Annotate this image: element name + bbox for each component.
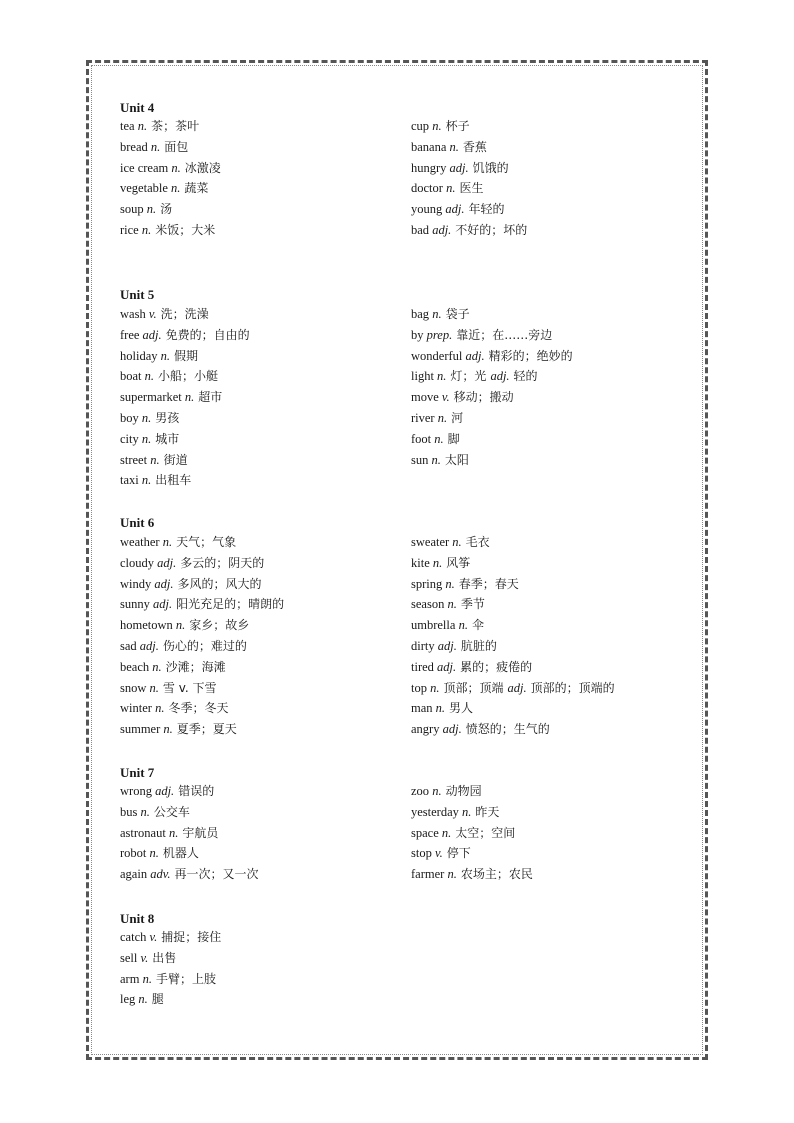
entry-pos: n. bbox=[163, 722, 173, 737]
vocab-entry bbox=[411, 700, 473, 716]
entry-pos: n. bbox=[150, 139, 161, 154]
vocab-entry bbox=[120, 576, 262, 592]
entry-word: ice cream bbox=[120, 160, 169, 175]
vocab-entry bbox=[411, 306, 470, 322]
entry-word: foot bbox=[411, 431, 432, 446]
entry-meaning: 顶部；顶端 bbox=[443, 680, 504, 695]
entry-word: soup bbox=[120, 202, 144, 217]
unit-title: Unit 4 bbox=[120, 100, 155, 115]
vocab-entry bbox=[120, 721, 237, 737]
entry-meaning: 男孩 bbox=[155, 411, 180, 425]
entry-pos: adj. bbox=[432, 223, 452, 237]
entry-word: catch bbox=[120, 930, 147, 944]
entry-pos: n. bbox=[144, 369, 155, 384]
vocab-entry bbox=[120, 534, 236, 550]
entry-pos: n. bbox=[445, 576, 455, 591]
vocab-entry bbox=[120, 638, 247, 654]
entry-meaning: 小船；小艇 bbox=[158, 369, 219, 384]
entry-pos: adj. bbox=[445, 202, 465, 217]
entry-pos: n. bbox=[140, 804, 150, 819]
entry-meaning: 脚 bbox=[447, 431, 460, 446]
vocab-entry bbox=[411, 845, 471, 861]
entry-word: robot bbox=[120, 846, 147, 861]
vocab-entry bbox=[411, 617, 484, 633]
entry-meaning: 机器人 bbox=[162, 846, 199, 861]
entry-meaning-secondary: 顶部的；顶端的 bbox=[530, 680, 615, 695]
entry-pos: n. bbox=[138, 992, 148, 1007]
entry-pos: n. bbox=[447, 597, 457, 612]
vocab-entry bbox=[411, 555, 470, 571]
entry-pos: n. bbox=[141, 411, 152, 425]
vocab-entry bbox=[120, 991, 164, 1007]
entry-word: tea bbox=[120, 119, 135, 133]
entry-word: holiday bbox=[120, 348, 158, 363]
entry-meaning: 出租车 bbox=[155, 473, 192, 488]
entry-meaning: 阳光充足的；晴朗的 bbox=[176, 597, 285, 612]
entry-meaning: 茶；茶叶 bbox=[151, 119, 200, 133]
entry-word: vegetable bbox=[120, 181, 168, 196]
entry-meaning: 冬季；冬天 bbox=[168, 701, 229, 716]
vocab-entry bbox=[120, 804, 190, 820]
vocab-entry bbox=[411, 389, 514, 405]
vocab-entry bbox=[120, 222, 215, 238]
entry-word: move bbox=[411, 390, 439, 405]
entry-meaning: 米饭；大米 bbox=[155, 223, 216, 237]
entry-meaning: 袋子 bbox=[445, 307, 470, 321]
entry-meaning: 太空；空间 bbox=[455, 825, 516, 840]
vocab-entry bbox=[120, 825, 218, 841]
entry-meaning: 香蕉 bbox=[462, 139, 487, 154]
vocab-entry bbox=[411, 180, 483, 196]
entry-meaning: 冰激凌 bbox=[184, 160, 221, 175]
vocab-entry bbox=[411, 783, 482, 799]
entry-pos: n. bbox=[437, 411, 448, 425]
entry-word: city bbox=[120, 431, 139, 446]
entry-meaning: 沙滩；海滩 bbox=[165, 659, 226, 674]
entry-pos: n. bbox=[152, 659, 162, 674]
vocab-entry bbox=[120, 452, 188, 468]
entry-meaning: 灯；光 bbox=[450, 369, 487, 384]
vocab-entry bbox=[120, 306, 209, 322]
entry-word: boat bbox=[120, 369, 142, 384]
vocab-entry bbox=[411, 222, 527, 238]
entry-meaning: 夏季；夏天 bbox=[176, 722, 237, 737]
entry-word: bus bbox=[120, 804, 138, 819]
unit-title: Unit 8 bbox=[120, 911, 155, 926]
entry-word: dirty bbox=[411, 639, 435, 653]
vocab-entry bbox=[120, 201, 172, 217]
entry-word: leg bbox=[120, 992, 136, 1007]
entry-word: astronaut bbox=[120, 825, 166, 840]
entry-pos: n. bbox=[432, 119, 442, 133]
vocab-entry bbox=[120, 845, 199, 861]
entry-pos: n. bbox=[146, 202, 157, 217]
entry-meaning: 多云的；阴天的 bbox=[180, 555, 265, 570]
entry-word: beach bbox=[120, 659, 150, 674]
entry-pos: adj. bbox=[153, 597, 173, 612]
entry-meaning: 动物园 bbox=[445, 784, 482, 798]
entry-meaning: 太阳 bbox=[444, 452, 469, 467]
entry-word: by bbox=[411, 327, 424, 342]
entry-pos: n. bbox=[155, 701, 165, 716]
vocab-entry bbox=[120, 783, 214, 799]
entry-word: banana bbox=[411, 139, 447, 154]
vocab-entry bbox=[120, 700, 228, 716]
vocab-entry bbox=[120, 680, 217, 696]
entry-word: wrong bbox=[120, 784, 152, 798]
unit-title: Unit 6 bbox=[120, 515, 155, 530]
vocab-entry bbox=[120, 368, 218, 384]
entry-pos: n. bbox=[171, 181, 181, 196]
entry-word: stop bbox=[411, 846, 432, 861]
vocab-entry bbox=[120, 389, 222, 405]
entry-word: angry bbox=[411, 722, 440, 737]
entry-meaning: 蔬菜 bbox=[184, 181, 209, 196]
vocab-entry bbox=[120, 950, 176, 966]
vocab-entry bbox=[120, 617, 249, 633]
vocab-entry bbox=[120, 180, 208, 196]
entry-pos: n. bbox=[141, 431, 152, 446]
entry-meaning: 医生 bbox=[459, 181, 484, 196]
entry-meaning: 男人 bbox=[449, 701, 474, 716]
entry-word: sweater bbox=[411, 535, 450, 549]
entry-pos: v. bbox=[149, 930, 158, 944]
entry-word: bread bbox=[120, 139, 148, 154]
entry-pos: v. bbox=[434, 846, 443, 861]
vocab-entry bbox=[411, 327, 552, 343]
vocab-entry bbox=[411, 804, 499, 820]
entry-pos-secondary: adj. bbox=[490, 369, 510, 384]
entry-meaning: 街道 bbox=[163, 452, 188, 467]
vocab-entry bbox=[120, 971, 216, 987]
entry-meaning: 手臂；上肢 bbox=[155, 971, 216, 986]
entry-meaning: 城市 bbox=[155, 431, 180, 446]
entry-pos: n. bbox=[150, 452, 160, 467]
vocab-entry bbox=[411, 721, 550, 737]
entry-meaning: 假期 bbox=[174, 348, 199, 363]
vocab-entry bbox=[411, 576, 519, 592]
entry-pos: adj. bbox=[437, 659, 457, 674]
entry-word: bag bbox=[411, 307, 430, 321]
vocab-entry bbox=[411, 534, 490, 550]
entry-word: yesterday bbox=[411, 804, 459, 819]
entry-word: zoo bbox=[411, 784, 430, 798]
entry-pos: n. bbox=[435, 701, 446, 716]
entry-word: sad bbox=[120, 639, 137, 653]
entry-word: cup bbox=[411, 119, 430, 133]
entry-pos: n. bbox=[452, 535, 462, 549]
entry-meaning: 超市 bbox=[198, 390, 223, 405]
vocab-entry bbox=[411, 348, 573, 364]
entry-meaning: 毛衣 bbox=[465, 535, 490, 549]
entry-word: sell bbox=[120, 950, 138, 965]
entry-pos: v. bbox=[148, 307, 157, 321]
entry-pos: n. bbox=[168, 825, 179, 840]
entry-meaning: 春季；春天 bbox=[458, 576, 519, 591]
vocab-entry bbox=[120, 160, 221, 176]
vocab-entry bbox=[411, 118, 470, 134]
entry-word: river bbox=[411, 411, 435, 425]
entry-meaning: 伤心的；难过的 bbox=[162, 639, 247, 653]
entry-pos: n. bbox=[149, 680, 159, 695]
entry-word: again bbox=[120, 867, 148, 882]
entry-word: boy bbox=[120, 411, 139, 425]
vocab-entry bbox=[120, 929, 221, 945]
entry-meaning: 愤怒的；生气的 bbox=[465, 722, 550, 737]
entry-word: top bbox=[411, 680, 427, 695]
entry-word: kite bbox=[411, 555, 430, 570]
vocab-entry bbox=[120, 659, 226, 675]
entry-meaning: 雪 v. 下雪 bbox=[162, 680, 217, 695]
entry-pos: n. bbox=[184, 390, 195, 405]
entry-pos: n. bbox=[142, 971, 152, 986]
vocab-entry bbox=[411, 431, 460, 447]
vocab-entry bbox=[120, 410, 179, 426]
entry-pos: n. bbox=[447, 867, 457, 882]
entry-pos: n. bbox=[441, 825, 452, 840]
entry-meaning: 不好的；坏的 bbox=[455, 223, 528, 237]
vocab-entry bbox=[120, 866, 258, 882]
entry-meaning: 靠近；在……旁边 bbox=[456, 327, 553, 342]
vocab-entry bbox=[411, 368, 538, 384]
vocab-entry bbox=[411, 596, 485, 612]
entry-pos: n. bbox=[430, 680, 440, 695]
vocab-entry bbox=[411, 659, 532, 675]
entry-pos: adj. bbox=[449, 160, 469, 175]
entry-pos: adv. bbox=[150, 867, 171, 882]
entry-pos: n. bbox=[432, 307, 442, 321]
entry-word: sunny bbox=[120, 597, 150, 612]
entry-meaning: 农场主；农民 bbox=[460, 867, 533, 882]
vocab-entry bbox=[411, 201, 505, 217]
entry-pos: n. bbox=[434, 431, 444, 446]
entry-meaning: 累的；疲倦的 bbox=[460, 659, 533, 674]
entry-pos: n. bbox=[160, 348, 170, 363]
entry-word: taxi bbox=[120, 473, 139, 488]
entry-word: arm bbox=[120, 971, 140, 986]
entry-word: light bbox=[411, 369, 434, 384]
vocab-entry bbox=[411, 139, 487, 155]
entry-pos: n. bbox=[458, 618, 468, 633]
entry-pos: n. bbox=[141, 473, 152, 488]
entry-meaning: 宇航员 bbox=[182, 825, 219, 840]
entry-meaning: 腿 bbox=[151, 992, 164, 1007]
entry-meaning: 汤 bbox=[160, 202, 173, 217]
entry-meaning: 出售 bbox=[152, 950, 177, 965]
entry-word: free bbox=[120, 327, 140, 342]
entry-pos: n. bbox=[141, 223, 152, 237]
vocab-entry bbox=[411, 452, 469, 468]
entry-meaning: 停下 bbox=[446, 846, 471, 861]
entry-word: umbrella bbox=[411, 618, 456, 633]
entry-pos: adj. bbox=[442, 722, 462, 737]
entry-word: doctor bbox=[411, 181, 443, 196]
entry-word: bad bbox=[411, 223, 430, 237]
entry-pos: adj. bbox=[154, 576, 174, 591]
vocab-entry bbox=[411, 410, 463, 426]
entry-word: tired bbox=[411, 659, 434, 674]
entry-pos: n. bbox=[446, 181, 456, 196]
entry-meaning: 捕捉；接住 bbox=[161, 930, 222, 944]
entry-pos: adj. bbox=[157, 555, 177, 570]
entry-meaning: 精彩的；绝妙的 bbox=[488, 348, 573, 363]
entry-meaning-secondary: 轻的 bbox=[513, 369, 538, 384]
entry-word: snow bbox=[120, 680, 147, 695]
vocab-entry bbox=[120, 139, 188, 155]
vocab-entry bbox=[120, 596, 284, 612]
entry-pos: n. bbox=[462, 804, 472, 819]
entry-meaning: 昨天 bbox=[475, 804, 500, 819]
entry-word: hungry bbox=[411, 160, 447, 175]
unit-title: Unit 5 bbox=[120, 287, 155, 302]
vocab-entry bbox=[120, 431, 179, 447]
entry-meaning: 风筝 bbox=[446, 555, 471, 570]
vocab-entry bbox=[411, 825, 515, 841]
entry-word: space bbox=[411, 825, 439, 840]
unit-title: Unit 7 bbox=[120, 765, 155, 780]
entry-meaning: 洗；洗澡 bbox=[160, 307, 209, 321]
entry-meaning: 移动；搬动 bbox=[453, 390, 514, 405]
entry-meaning: 季节 bbox=[460, 597, 485, 612]
vocab-entry bbox=[411, 160, 509, 176]
entry-pos: adj. bbox=[437, 639, 457, 653]
vocab-entry bbox=[120, 327, 250, 343]
vocab-entry bbox=[120, 472, 191, 488]
entry-pos: n. bbox=[449, 139, 459, 154]
entry-word: winter bbox=[120, 701, 152, 716]
entry-word: spring bbox=[411, 576, 443, 591]
entry-pos: v. bbox=[140, 950, 149, 965]
entry-word: cloudy bbox=[120, 555, 155, 570]
entry-meaning: 河 bbox=[451, 411, 464, 425]
entry-word: season bbox=[411, 597, 445, 612]
entry-word: street bbox=[120, 452, 148, 467]
entry-word: summer bbox=[120, 722, 161, 737]
vocab-entry bbox=[411, 638, 497, 654]
vocab-entry bbox=[411, 866, 533, 882]
entry-pos: n. bbox=[175, 618, 186, 633]
entry-pos: prep. bbox=[426, 327, 453, 342]
entry-pos: n. bbox=[171, 160, 181, 175]
entry-pos: adj. bbox=[139, 639, 159, 653]
entry-meaning: 免费的；自由的 bbox=[165, 327, 250, 342]
vocab-entry bbox=[411, 680, 615, 696]
entry-meaning: 家乡；故乡 bbox=[189, 618, 250, 633]
entry-word: sun bbox=[411, 452, 429, 467]
entry-word: hometown bbox=[120, 618, 173, 633]
entry-pos: n. bbox=[432, 555, 443, 570]
entry-meaning: 公交车 bbox=[153, 804, 190, 819]
entry-meaning: 再一次；又一次 bbox=[174, 867, 259, 882]
entry-meaning: 杯子 bbox=[445, 119, 470, 133]
entry-meaning: 多风的；风大的 bbox=[177, 576, 262, 591]
entry-word: weather bbox=[120, 535, 160, 549]
entry-meaning: 年轻的 bbox=[468, 202, 505, 217]
entry-meaning: 面包 bbox=[164, 139, 189, 154]
entry-word: man bbox=[411, 701, 433, 716]
entry-meaning: 饥饿的 bbox=[472, 160, 509, 175]
entry-pos: n. bbox=[162, 535, 173, 549]
vocab-entry bbox=[120, 555, 264, 571]
entry-word: wonderful bbox=[411, 348, 463, 363]
entry-pos: n. bbox=[432, 784, 442, 798]
entry-pos: v. bbox=[441, 390, 450, 405]
entry-pos: adj. bbox=[465, 348, 485, 363]
vocab-entry bbox=[120, 348, 198, 364]
entry-word: farmer bbox=[411, 867, 445, 882]
entry-meaning: 天气；气象 bbox=[176, 535, 237, 549]
entry-pos: n. bbox=[137, 119, 148, 133]
entry-pos: adj. bbox=[155, 784, 175, 798]
vocab-entry bbox=[120, 118, 199, 134]
entry-word: supermarket bbox=[120, 390, 182, 405]
entry-pos: n. bbox=[437, 369, 447, 384]
entry-pos: n. bbox=[431, 452, 441, 467]
entry-pos: adj. bbox=[142, 327, 162, 342]
entry-word: rice bbox=[120, 223, 139, 237]
entry-meaning: 错误的 bbox=[178, 784, 215, 798]
entry-meaning: 肮脏的 bbox=[460, 639, 497, 653]
entry-pos-secondary: adj. bbox=[507, 680, 527, 695]
entry-pos: n. bbox=[149, 846, 159, 861]
entry-word: windy bbox=[120, 576, 152, 591]
entry-word: wash bbox=[120, 307, 146, 321]
entry-meaning: 伞 bbox=[471, 618, 484, 633]
entry-word: young bbox=[411, 202, 443, 217]
